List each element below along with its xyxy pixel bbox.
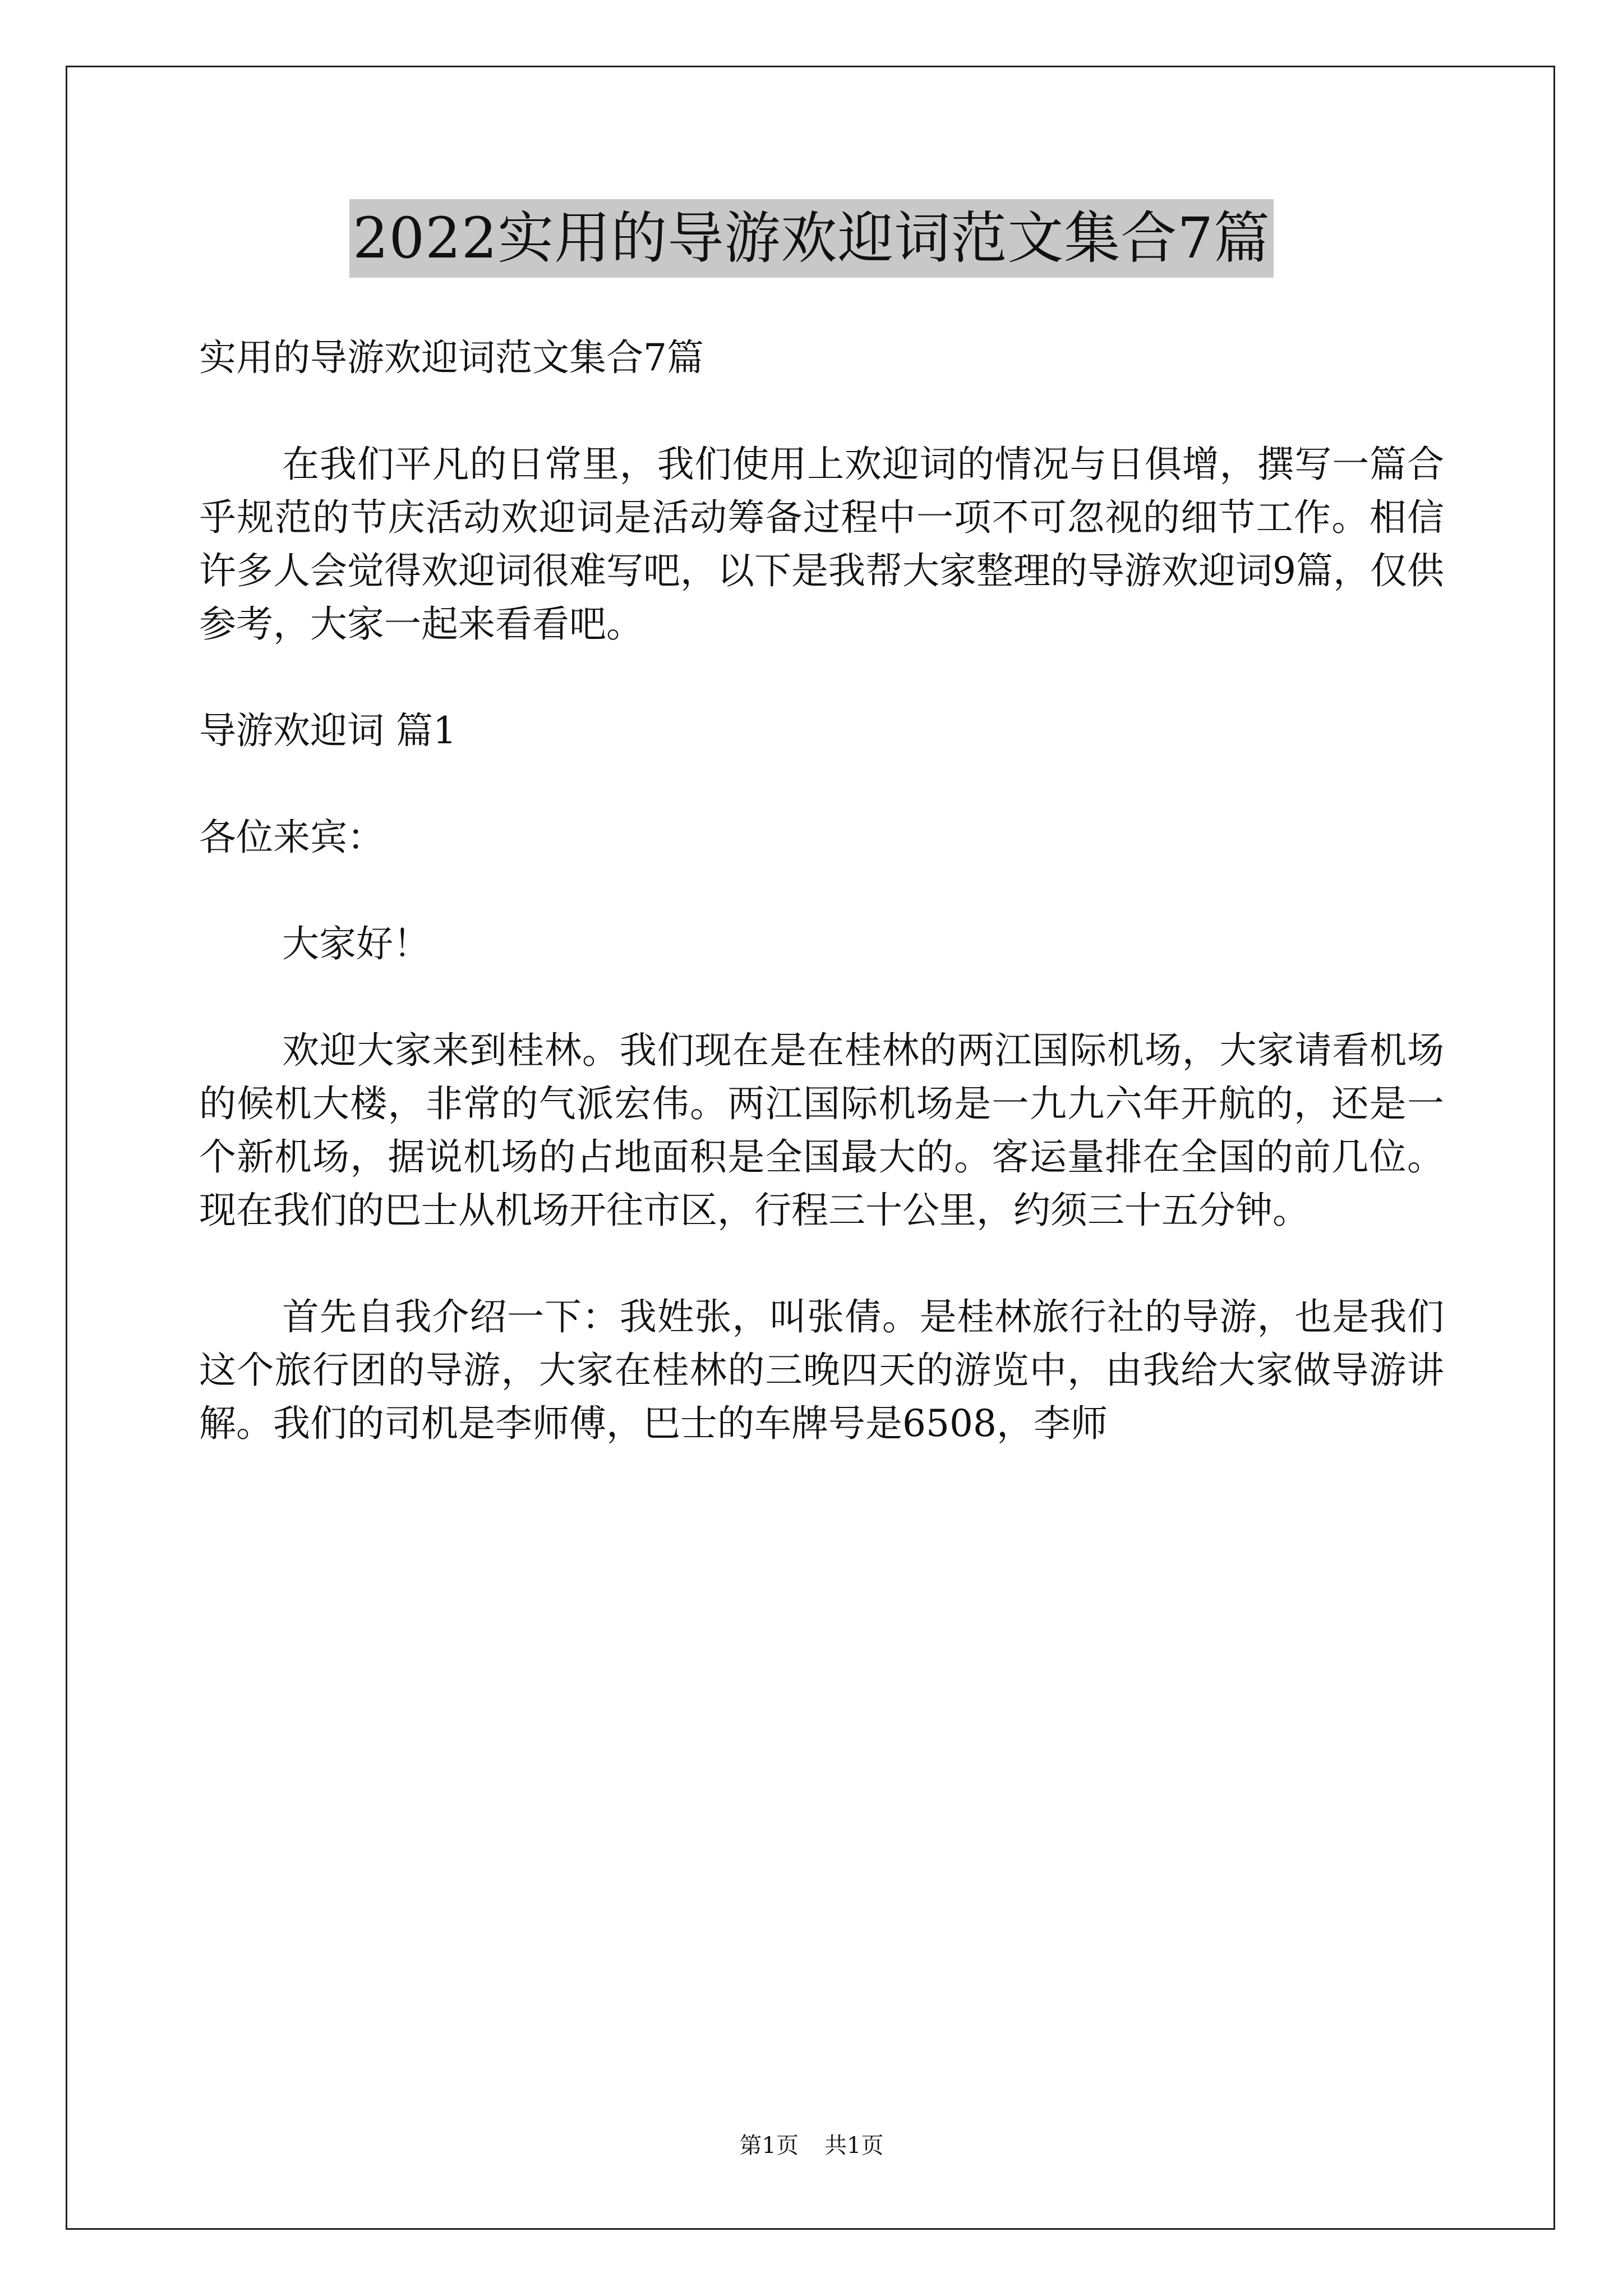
paragraph-greeting: 大家好！ <box>282 922 430 965</box>
page-total: 共1页 <box>824 2133 884 2159</box>
section-heading: 导游欢迎词 篇1 <box>199 709 457 752</box>
title-container <box>0 199 1623 278</box>
page-number: 第1页 <box>739 2133 799 2159</box>
paragraph-intro: 在我们平凡的日常里，我们使用上欢迎词的情况与日俱增，撰写一篇合乎规范的节庆活动欢迎词是活动筹备过程中一项不可忽视的细节工作。相信许多人会觉得欢迎词很难写吧，以下是我帮大家整理的导游欢迎词9篇，仅供参考，大家一起来看看吧。 <box>199 443 1444 646</box>
document-body <box>199 331 1444 1503</box>
paragraph-welcome: 欢迎大家来到桂林。我们现在是在桂林的两江国际机场，大家请看机场的候机大楼，非常的气派宏伟。两江国际机场是一九九六年开航的，还是一个新机场，据说机场的占地面积是全国最大的。客运量排在全国的前几位。现在我们的巴士从机场开往市区，行程三十公里，约须三十五分钟。 <box>199 1029 1444 1232</box>
paragraph-salutation: 各位来宾： <box>199 816 384 859</box>
paragraph-introduction: 首先自我介绍一下：我姓张，叫张倩。是桂林旅行社的导游，也是我们这个旅行团的导游，大家在桂林的三晚四天的游览中，由我给大家做导游讲解。我们的司机是李师傅，巴士的车牌号是6508，李师 <box>199 1295 1444 1445</box>
paragraph-subtitle: 实用的导游欢迎词范文集合7篇 <box>199 336 704 379</box>
document-title: 2022实用的导游欢迎词范文集合7篇 <box>349 199 1274 278</box>
page-footer <box>0 2132 1623 2160</box>
